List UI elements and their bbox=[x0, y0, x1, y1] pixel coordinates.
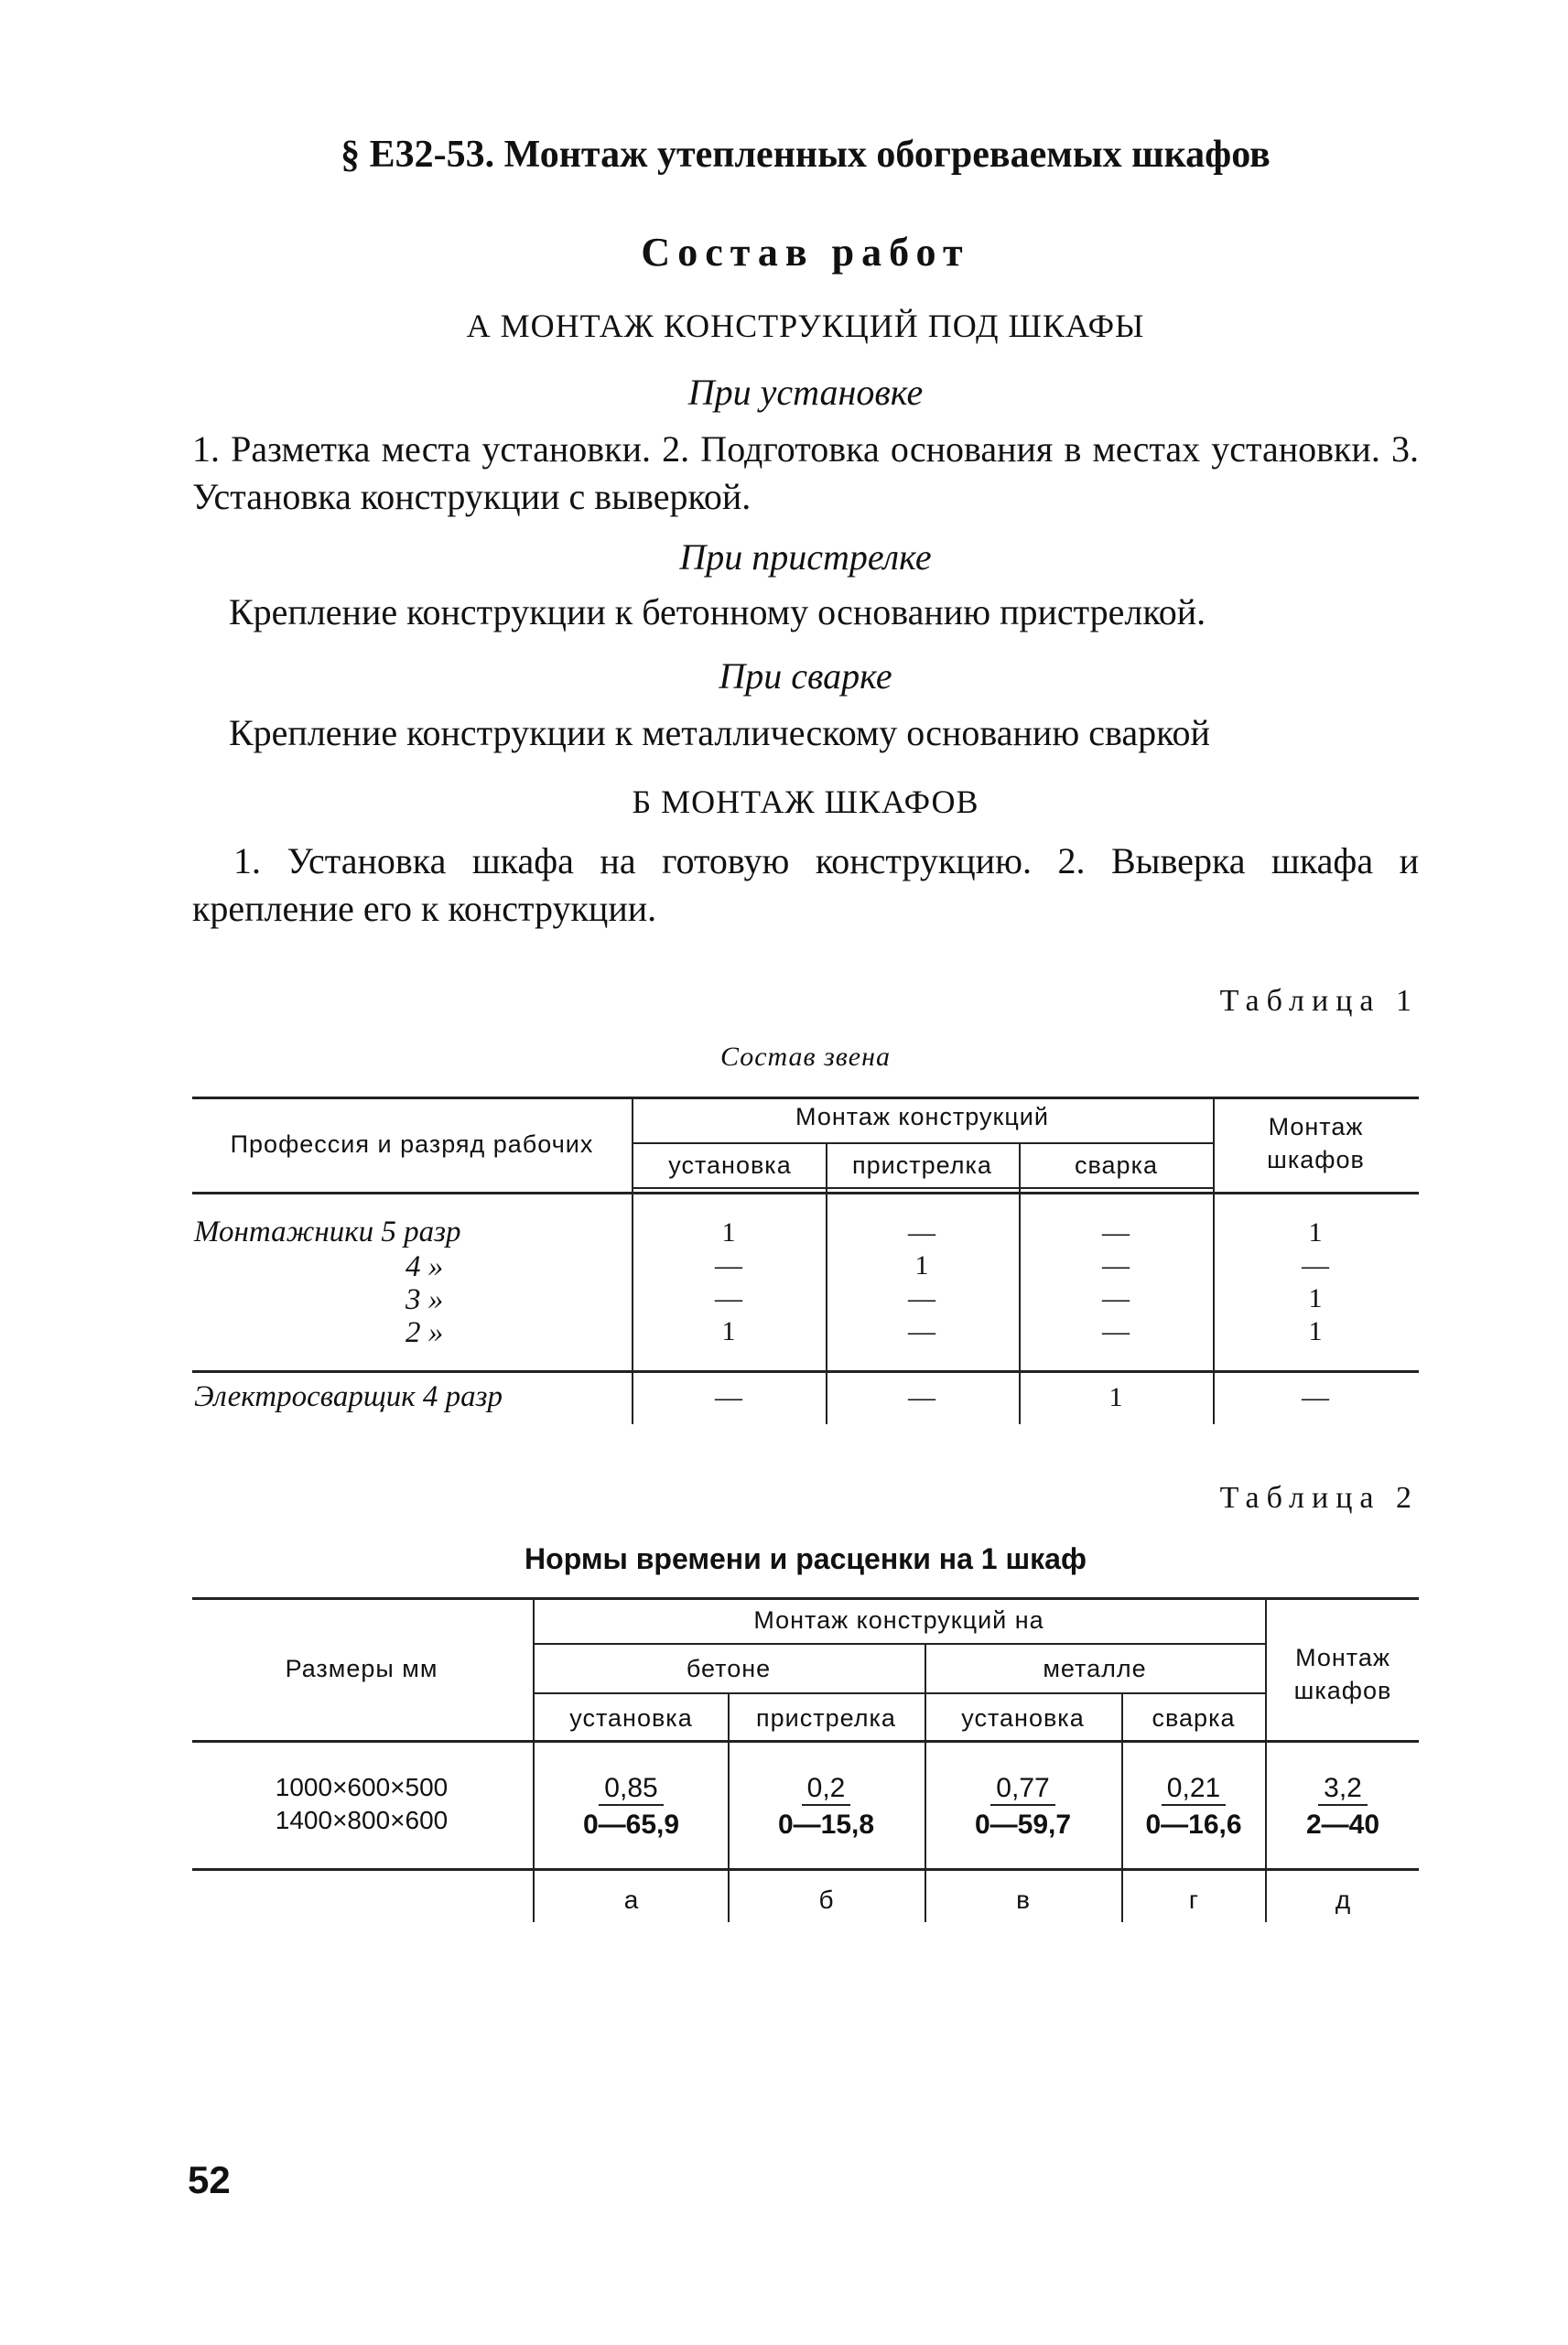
t2-head-shoot: пристрелка bbox=[756, 1704, 896, 1732]
t2-head-metal: металле bbox=[1043, 1655, 1147, 1682]
t1-row-label: Монтажники 5 разр bbox=[194, 1216, 461, 1248]
t1-cell: — bbox=[1102, 1250, 1130, 1281]
t2-rate-price: 0—15,8 bbox=[777, 1810, 875, 1840]
t2-rate-cell bbox=[1270, 1773, 1416, 1841]
t1-head-install: установка bbox=[668, 1151, 792, 1179]
t1-cell: — bbox=[1102, 1316, 1130, 1346]
t2-rate-time: 0,2 bbox=[802, 1773, 851, 1806]
t1-head-group: Монтаж конструкций bbox=[795, 1103, 1049, 1130]
t2-rate-cell bbox=[732, 1773, 920, 1841]
t2-column-letter: г bbox=[1188, 1886, 1199, 1914]
t2-rate-time: 0,21 bbox=[1162, 1773, 1226, 1806]
table2-caption: Нормы времени и расценки на 1 шкаф bbox=[524, 1542, 1087, 1575]
t2-rate-time: 3,2 bbox=[1318, 1773, 1368, 1806]
t1-row-label: Электросварщик 4 разр bbox=[194, 1380, 503, 1413]
t1-cell: — bbox=[715, 1250, 742, 1281]
t2-rate-cell bbox=[1126, 1773, 1261, 1841]
t2-column-letter: в bbox=[1016, 1886, 1030, 1914]
paragraph-b: 1. Установка шкафа на готовую конструкцию. 2. Выверка шкафа и крепление его к конструкции. bbox=[192, 840, 1419, 929]
t2-rate-cell bbox=[537, 1773, 725, 1841]
subheading-shoot: При пристрелке bbox=[679, 536, 932, 578]
t2-size-2: 1400×800×600 bbox=[275, 1806, 449, 1834]
t2-rate-price: 0—65,9 bbox=[582, 1810, 680, 1840]
t1-cell: 1 bbox=[914, 1250, 929, 1281]
table1-label: Таблица 1 bbox=[1219, 984, 1419, 1018]
t2-head-group: Монтаж конструкций на bbox=[753, 1606, 1044, 1634]
t2-head-install1: установка bbox=[569, 1704, 693, 1732]
t1-cell: — bbox=[1302, 1382, 1329, 1412]
table2-label: Таблица 2 bbox=[1219, 1481, 1419, 1515]
t1-cell: — bbox=[1102, 1283, 1130, 1313]
t1-cell: 1 bbox=[1308, 1283, 1323, 1313]
t1-cell: — bbox=[1102, 1217, 1130, 1248]
t2-column-letter: д bbox=[1335, 1886, 1351, 1914]
t1-row-label: 4 » bbox=[406, 1250, 444, 1283]
t1-cell: — bbox=[908, 1283, 935, 1313]
t2-rate-time: 0,77 bbox=[990, 1773, 1054, 1806]
t2-size-1: 1000×600×500 bbox=[275, 1773, 449, 1801]
t2-rate-cell bbox=[929, 1773, 1117, 1841]
t1-cell: 1 bbox=[721, 1316, 736, 1346]
t1-cell: — bbox=[715, 1283, 742, 1313]
page-number: 52 bbox=[188, 2158, 231, 2201]
t1-cell: — bbox=[908, 1217, 935, 1248]
t1-cell: 1 bbox=[1308, 1316, 1323, 1346]
t1-cell: 1 bbox=[1108, 1382, 1123, 1412]
t2-head-concrete: бетоне bbox=[686, 1655, 772, 1682]
t1-cell: — bbox=[908, 1316, 935, 1346]
t2-head-weld: сварка bbox=[1152, 1704, 1236, 1732]
t2-head-cabinets: Монтаж шкафов bbox=[1293, 1644, 1392, 1704]
subheading-weld: При сварке bbox=[719, 655, 892, 697]
t1-cell: 1 bbox=[1308, 1217, 1323, 1248]
t1-row-label: 3 » bbox=[406, 1283, 444, 1316]
t1-head-weld: сварка bbox=[1075, 1151, 1158, 1179]
section-a-heading: А МОНТАЖ КОНСТРУКЦИЙ ПОД ШКАФЫ bbox=[466, 308, 1145, 344]
t1-cell: 1 bbox=[721, 1217, 736, 1248]
t1-row-label: 2 » bbox=[406, 1316, 444, 1349]
t1-head-cabinets: Монтаж шкафов bbox=[1267, 1113, 1365, 1173]
composition-title: Состав работ bbox=[641, 230, 970, 275]
t1-cell: — bbox=[715, 1382, 742, 1412]
paragraph-weld: Крепление конструкции к металлическому основанию сваркой bbox=[229, 712, 1210, 753]
paragraph-install: 1. Разметка места установки. 2. Подготовка основания в местах установки. 3. Установка конструкции с выверкой. bbox=[192, 428, 1419, 517]
t1-cell: — bbox=[1302, 1250, 1329, 1281]
t2-column-letter: б bbox=[818, 1886, 834, 1914]
t1-head-profession: Профессия и разряд рабочих bbox=[230, 1130, 594, 1158]
table1-caption: Состав звена bbox=[719, 1042, 891, 1072]
t2-head-sizes: Размеры мм bbox=[285, 1655, 438, 1682]
t2-rate-time: 0,85 bbox=[599, 1773, 663, 1806]
section-heading: § Е32-53. Монтаж утепленных обогреваемых шкафов bbox=[341, 134, 1271, 176]
paragraph-shoot: Крепление конструкции к бетонному основанию пристрелкой. bbox=[229, 591, 1206, 632]
t2-column-letter: а bbox=[623, 1886, 639, 1914]
t2-rate-price: 2—40 bbox=[1305, 1810, 1380, 1840]
t1-head-shoot: пристрелка bbox=[852, 1151, 992, 1179]
t2-rate-price: 0—59,7 bbox=[974, 1810, 1072, 1840]
t2-rate-price: 0—16,6 bbox=[1145, 1810, 1242, 1840]
t2-head-install2: установка bbox=[961, 1704, 1085, 1732]
subheading-install: При установке bbox=[687, 372, 924, 413]
t1-cell: — bbox=[908, 1382, 935, 1412]
section-b-heading: Б МОНТАЖ ШКАФОВ bbox=[632, 783, 979, 820]
